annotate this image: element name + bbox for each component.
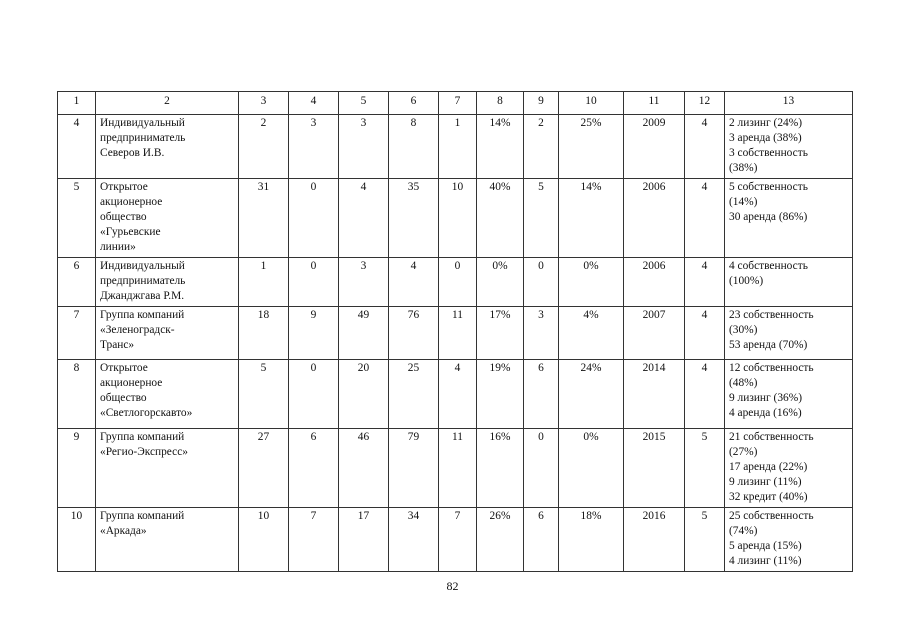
col5-value: 3 <box>339 115 389 179</box>
row-number: 8 <box>58 360 96 429</box>
col10-value: 24% <box>559 360 624 429</box>
column-header: 5 <box>339 92 389 115</box>
column-header: 3 <box>239 92 289 115</box>
col9-value: 2 <box>524 115 559 179</box>
organization-name-line: Группа компаний <box>100 510 185 522</box>
col6-value: 25 <box>389 360 439 429</box>
col4-value: 6 <box>289 429 339 508</box>
page-number: 82 <box>446 579 459 593</box>
fleet-structure-line: 12 собственность <box>729 362 814 374</box>
column-header: 1 <box>58 92 96 115</box>
organization-name-line: Открытое <box>100 362 148 374</box>
col6-value: 34 <box>389 508 439 572</box>
fleet-structure-line: (74%) <box>729 525 758 537</box>
col10-value: 0% <box>559 258 624 307</box>
col5-value: 4 <box>339 179 389 258</box>
col11-value: 2015 <box>624 429 685 508</box>
fleet-structure-line: (100%) <box>729 275 764 287</box>
row-number: 9 <box>58 429 96 508</box>
fleet-structure-line: 4 собственность <box>729 260 808 272</box>
fleet-structure-line: 21 собственность <box>729 431 814 443</box>
col5-value: 49 <box>339 307 389 360</box>
organization-name-line: предприниматель <box>100 275 186 287</box>
organization-name-line: Группа компаний <box>100 431 185 443</box>
col9-value: 0 <box>524 258 559 307</box>
col3-value: 18 <box>239 307 289 360</box>
column-header: 10 <box>559 92 624 115</box>
col10-value: 25% <box>559 115 624 179</box>
col7-value: 7 <box>439 508 477 572</box>
column-header: 4 <box>289 92 339 115</box>
fleet-structure <box>725 179 853 258</box>
col6-value: 8 <box>389 115 439 179</box>
col4-value: 7 <box>289 508 339 572</box>
col11-value: 2016 <box>624 508 685 572</box>
fleet-structure <box>725 429 853 508</box>
col8-value: 19% <box>477 360 524 429</box>
col4-value: 0 <box>289 360 339 429</box>
col4-value: 3 <box>289 115 339 179</box>
organization-name <box>96 360 239 429</box>
organization-name-line: Индивидуальный <box>100 117 185 129</box>
table-row <box>58 179 853 258</box>
fleet-structure-line: 32 кредит (40%) <box>729 491 808 503</box>
col4-value: 9 <box>289 307 339 360</box>
fleet-structure-line: 3 собственность <box>729 147 808 159</box>
fleet-structure <box>725 508 853 572</box>
organization-name <box>96 508 239 572</box>
fleet-structure-line: (38%) <box>729 162 758 174</box>
table-header <box>58 92 853 115</box>
fleet-structure-line: 9 лизинг (36%) <box>729 392 802 404</box>
column-header: 12 <box>685 92 725 115</box>
col8-value: 17% <box>477 307 524 360</box>
organization-name-line: «Аркада» <box>100 525 147 537</box>
col10-value: 0% <box>559 429 624 508</box>
col5-value: 46 <box>339 429 389 508</box>
col10-value: 18% <box>559 508 624 572</box>
column-header: 2 <box>96 92 239 115</box>
col3-value: 5 <box>239 360 289 429</box>
organization-name <box>96 307 239 360</box>
col3-value: 31 <box>239 179 289 258</box>
col7-value: 11 <box>439 307 477 360</box>
col9-value: 6 <box>524 508 559 572</box>
column-header: 8 <box>477 92 524 115</box>
col9-value: 5 <box>524 179 559 258</box>
fleet-structure-line: 9 лизинг (11%) <box>729 476 802 488</box>
col6-value: 79 <box>389 429 439 508</box>
col9-value: 6 <box>524 360 559 429</box>
fleet-structure-line: 30 аренда (86%) <box>729 211 808 223</box>
col7-value: 0 <box>439 258 477 307</box>
col11-value: 2014 <box>624 360 685 429</box>
col12-value: 4 <box>685 360 725 429</box>
col6-value: 35 <box>389 179 439 258</box>
organization-name-line: Джанджгава Р.М. <box>100 290 185 302</box>
fleet-structure <box>725 360 853 429</box>
col5-value: 20 <box>339 360 389 429</box>
column-header: 9 <box>524 92 559 115</box>
table-row <box>58 360 853 429</box>
table-row <box>58 508 853 572</box>
organization-name <box>96 258 239 307</box>
col11-value: 2007 <box>624 307 685 360</box>
col8-value: 0% <box>477 258 524 307</box>
fleet-structure-line: (27%) <box>729 446 758 458</box>
organization-name <box>96 179 239 258</box>
col6-value: 76 <box>389 307 439 360</box>
col9-value: 0 <box>524 429 559 508</box>
row-number: 6 <box>58 258 96 307</box>
table-row <box>58 307 853 360</box>
col3-value: 10 <box>239 508 289 572</box>
organization-name-line: акционерное <box>100 377 163 389</box>
fleet-structure-line: 3 аренда (38%) <box>729 132 802 144</box>
table-body <box>58 115 853 572</box>
col12-value: 5 <box>685 508 725 572</box>
col5-value: 3 <box>339 258 389 307</box>
column-header: 11 <box>624 92 685 115</box>
fleet-structure <box>725 115 853 179</box>
col4-value: 0 <box>289 258 339 307</box>
organization-name-line: Группа компаний <box>100 309 185 321</box>
col8-value: 40% <box>477 179 524 258</box>
fleet-structure-line: 2 лизинг (24%) <box>729 117 802 129</box>
organization-name <box>96 429 239 508</box>
col12-value: 4 <box>685 115 725 179</box>
col8-value: 14% <box>477 115 524 179</box>
col10-value: 14% <box>559 179 624 258</box>
col12-value: 4 <box>685 179 725 258</box>
organization-name-line: общество <box>100 392 147 404</box>
col3-value: 2 <box>239 115 289 179</box>
table-row <box>58 258 853 307</box>
col7-value: 1 <box>439 115 477 179</box>
organization-name-line: «Регио-Экспресс» <box>100 446 188 458</box>
organization-name <box>96 115 239 179</box>
col7-value: 4 <box>439 360 477 429</box>
fleet-structure-line: 5 аренда (15%) <box>729 540 802 552</box>
col11-value: 2006 <box>624 179 685 258</box>
table-row <box>58 115 853 179</box>
organization-name-line: «Светлогорскавто» <box>100 407 193 419</box>
organization-name-line: Открытое <box>100 181 148 193</box>
organization-name-line: Северов И.В. <box>100 147 165 159</box>
organization-name-line: «Зеленоградск- <box>100 324 175 336</box>
col6-value: 4 <box>389 258 439 307</box>
col7-value: 11 <box>439 429 477 508</box>
column-header: 7 <box>439 92 477 115</box>
fleet-structure-line: (14%) <box>729 196 758 208</box>
col12-value: 4 <box>685 258 725 307</box>
col7-value: 10 <box>439 179 477 258</box>
row-number: 10 <box>58 508 96 572</box>
col8-value: 16% <box>477 429 524 508</box>
col9-value: 3 <box>524 307 559 360</box>
fleet-structure-line: 5 собственность <box>729 181 808 193</box>
col10-value: 4% <box>559 307 624 360</box>
organization-name-line: «Гурьевские <box>100 226 161 238</box>
data-table <box>57 91 853 572</box>
fleet-structure <box>725 258 853 307</box>
row-number: 4 <box>58 115 96 179</box>
col3-value: 27 <box>239 429 289 508</box>
organization-name-line: предприниматель <box>100 132 186 144</box>
fleet-structure-line: (30%) <box>729 324 758 336</box>
column-header: 13 <box>725 92 853 115</box>
fleet-structure-line: 23 собственность <box>729 309 814 321</box>
col3-value: 1 <box>239 258 289 307</box>
col8-value: 26% <box>477 508 524 572</box>
organization-name-line: Транс» <box>100 339 135 351</box>
col12-value: 5 <box>685 429 725 508</box>
fleet-structure-line: 17 аренда (22%) <box>729 461 808 473</box>
col5-value: 17 <box>339 508 389 572</box>
fleet-structure <box>725 307 853 360</box>
col12-value: 4 <box>685 307 725 360</box>
fleet-structure-line: 25 собственность <box>729 510 814 522</box>
fleet-structure-line: (48%) <box>729 377 758 389</box>
col11-value: 2009 <box>624 115 685 179</box>
column-header: 6 <box>389 92 439 115</box>
fleet-structure-line: 4 аренда (16%) <box>729 407 802 419</box>
organization-name-line: Индивидуальный <box>100 260 185 272</box>
header-row <box>58 92 853 115</box>
fleet-structure-line: 4 лизинг (11%) <box>729 555 802 567</box>
fleet-structure-line: 53 аренда (70%) <box>729 339 808 351</box>
organization-name-line: линии» <box>100 241 136 253</box>
col11-value: 2006 <box>624 258 685 307</box>
table-row <box>58 429 853 508</box>
col4-value: 0 <box>289 179 339 258</box>
organization-name-line: общество <box>100 211 147 223</box>
organization-name-line: акционерное <box>100 196 163 208</box>
row-number: 5 <box>58 179 96 258</box>
row-number: 7 <box>58 307 96 360</box>
